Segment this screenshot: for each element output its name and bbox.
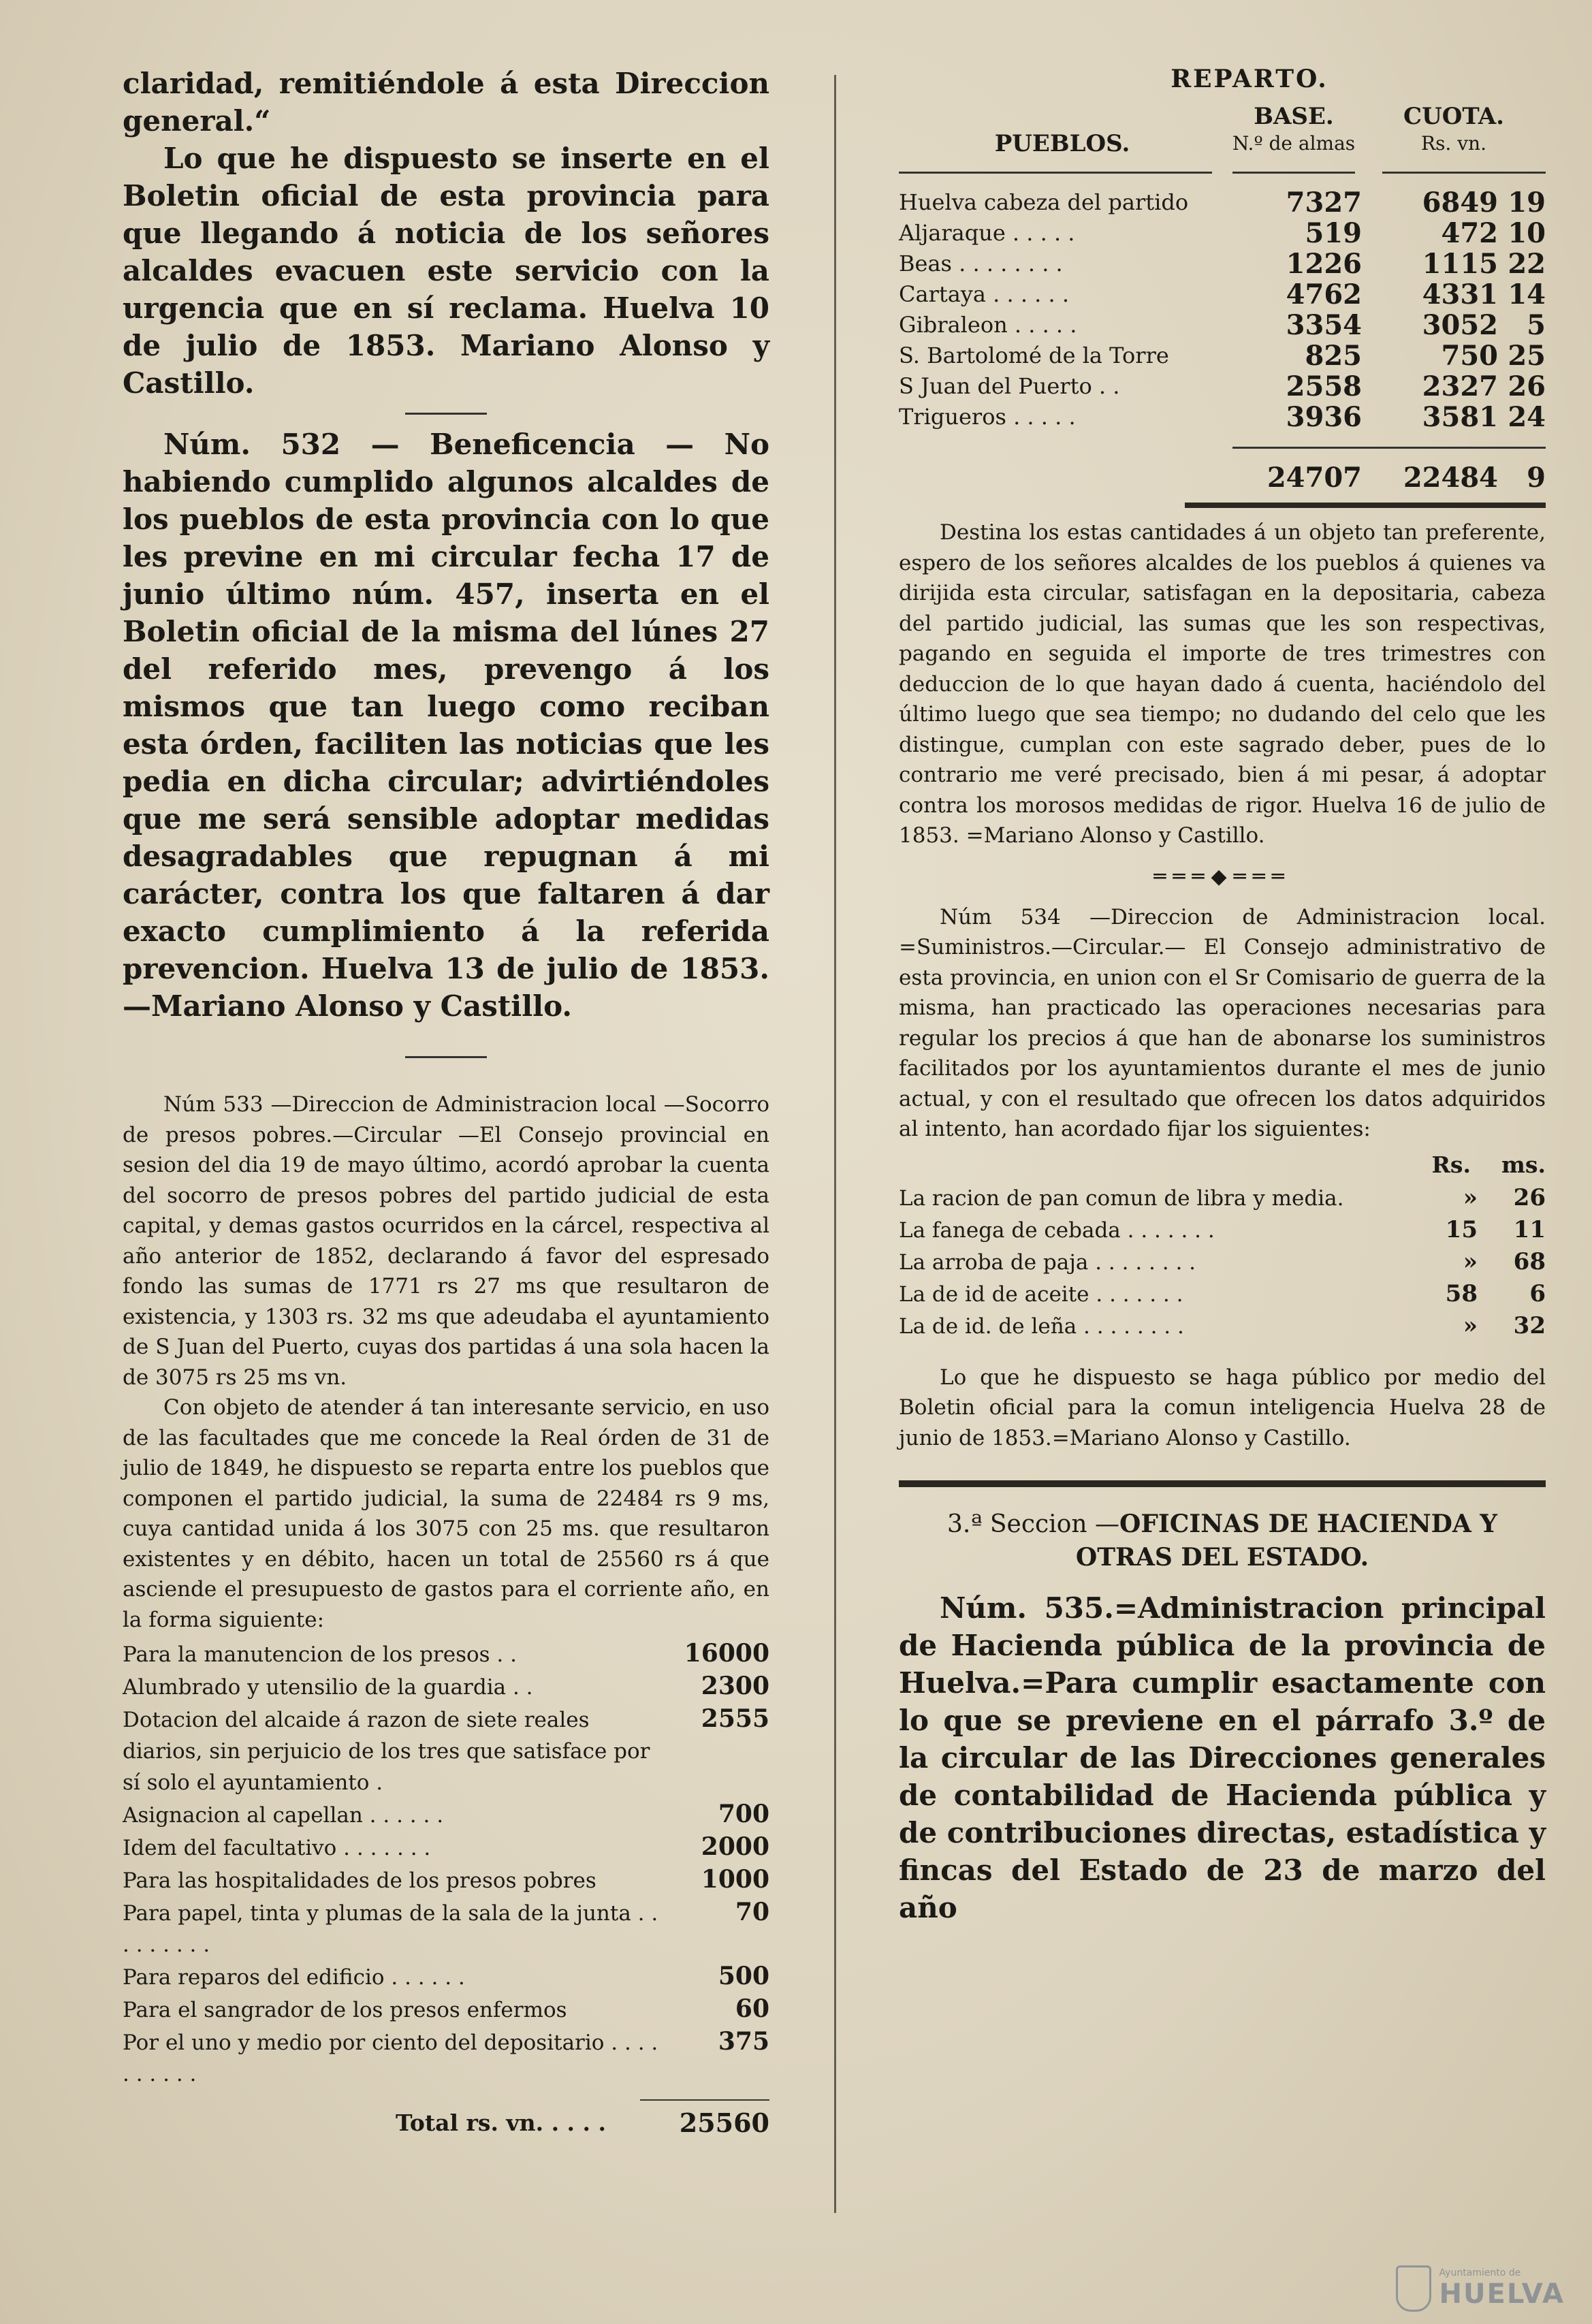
left-column bbox=[123, 65, 769, 2139]
paragraph-num-533: Núm 533 —Direccion de Administracion local —Socorro de presos pobres.—Circular —El Consejo provincial en sesion del dia 19 de mayo último, acordó aprobar la cuenta del socorro de presos pobres del partido judicial de esta capital, y demas gastos ocurridos en la cárcel, respectiva al año anterior de 1852, declarando á favor del espresado fondo las sumas de 1771 rs 27 ms que resultaron de existencia, y 1303 rs. 32 ms que adeudaba el ayuntamiento de S Juan del Puerto, cuyas dos partidas á una sola hacen la de 3075 rs 25 ms vn. bbox=[123, 1092, 769, 1390]
table-row: Gibraleon . . . . . 3354 3052 5 bbox=[899, 309, 1546, 341]
expense-row: Idem del facultativo . . . . . . . 2000 bbox=[123, 1832, 769, 1861]
paragraph-publication-order: Lo que he dispuesto se inserte en el Boletin oficial de esta provincia para que llegando á noticia de los señores alcaldes evacuen este servicio con la urgencia que en sí reclama. Huelva 10 de julio de 1853. Mariano Alonso y Castillo. bbox=[123, 142, 769, 400]
col-pueblos: PUEBLOS. bbox=[994, 130, 1130, 157]
expense-row: Para reparos del edificio . . . . . . 500 bbox=[123, 1962, 769, 1990]
table-bottom-rule bbox=[1185, 503, 1546, 508]
paragraph-reparto-instructions: Destina los estas cantidades á un objeto tan preferente, espero de los señores alcaldes de los pueblos á quienes va dirijida esta circular, satisfagan en la depositaria, cabeza del partido judicial, las sumas que les son respectivas, pagando en seguida el importe de tres trimestres con deduccion de lo que hayan dado á cuenta, haciéndolo del último luego que sea tiempo; no dudando del celo que les distingue, cumplan con este sagrado deber, pues de lo contrario me veré precisado, bien á mi pesar, á adoptar contra los morosos medidas de rigor. Huelva 16 de julio de 1853. =Mariano Alonso y Castillo. bbox=[899, 520, 1546, 848]
table-row: Beas . . . . . . . . 1226 1115 22 bbox=[899, 248, 1546, 280]
shield-icon bbox=[1396, 2265, 1431, 2312]
paragraph-continuation: claridad, remitiéndole á esta Direccion general.“ bbox=[123, 67, 769, 138]
paragraph-reparto-intro: Con objeto de atender á tan interesante servicio, en uso de las facultades que me concede la Real órden de 31 de julio de 1849, he dispuesto se reparta entre los pueblos que componen el partido judicial, la suma de 22484 rs 9 ms, cuya cantidad unida á los 3075 con 25 ms. que resultaron existentes y en débito, hacen un total de 25560 rs á que asciende el presupuesto de gastos para el corriente año, en la forma siguiente: bbox=[123, 1395, 769, 1632]
table-total-row: 24707 22484 9 bbox=[1267, 462, 1546, 494]
expense-row: Asignacion al capellan . . . . . . 700 bbox=[123, 1800, 769, 1828]
paragraph-num-534: Núm 534 —Direccion de Administracion local. =Suministros.—Circular.— El Consejo administrativo de esta provincia, en union con el Sr Comisario de guerra de la misma, han practicado las operaciones necesarias para regular los precios á que han de abonarse los suministros facilitados por los ayuntamientos durante el mes de junio actual, y con el resultado que ofrecen los datos adquiridos al intento, han acordado fijar los siguientes: bbox=[899, 904, 1546, 1141]
table-row: Huelva cabeza del partido 7327 6849 19 bbox=[899, 187, 1546, 219]
paragraph-num-535: Núm. 535.=Administracion principal de Hacienda pública de la provincia de Huelva.=Para cumplir esactamente con lo que se previene en el párrafo 3.º de la circular de las Direcciones generales de contabilidad de Hacienda pública y de contribuciones directas, estadística y fincas del Estado de 23 de marzo del año bbox=[899, 1591, 1546, 1924]
expense-row: Para las hospitalidades de los presos pobres 1000 bbox=[123, 1865, 769, 1894]
section-title: 3.ª Seccion —OFICINAS DE HACIENDA Y OTRAS DEL ESTADO. bbox=[947, 1510, 1497, 1572]
expense-list bbox=[123, 1638, 769, 2090]
reparto-table bbox=[899, 103, 1546, 493]
price-row: La arroba de paja . . . . . . . . » 68 bbox=[899, 1247, 1546, 1275]
expense-row: Para la manutencion de los presos . . 16000 bbox=[123, 1639, 769, 1668]
prices-header: Rs. ms. bbox=[1431, 1151, 1546, 1178]
right-column bbox=[899, 65, 1546, 1926]
expense-row: Para papel, tinta y plumas de la sala de la junta . . . . . . . . . 70 bbox=[123, 1898, 769, 1957]
price-row: La racion de pan comun de libra y media. » 26 bbox=[899, 1183, 1546, 1211]
total-rule bbox=[640, 2099, 769, 2101]
prices-list bbox=[899, 1182, 1546, 1342]
table-row: Cartaya . . . . . . 4762 4331 14 bbox=[899, 278, 1546, 311]
table-row: S Juan del Puerto . . 2558 2327 26 bbox=[899, 370, 1546, 402]
total-label: Total rs. vn. . . . . bbox=[396, 2110, 606, 2136]
huelva-watermark-logo: Ayuntamiento de HUELVA bbox=[1396, 2265, 1565, 2312]
separator bbox=[405, 1056, 487, 1058]
paragraph-prices-publication: Lo que he dispuesto se haga público por medio del Boletin oficial para la comun inteligencia Huelva 28 de junio de 1853.=Mariano Alonso y Castillo. bbox=[899, 1365, 1546, 1450]
table-row: Trigueros . . . . . 3936 3581 24 bbox=[899, 401, 1546, 433]
price-row: La de id. de leña . . . . . . . . » 32 bbox=[899, 1311, 1546, 1339]
table-row: S. Bartolomé de la Torre 825 750 25 bbox=[899, 340, 1546, 372]
column-divider bbox=[834, 75, 836, 2213]
expense-row: Alumbrado y utensilio de la guardia . . 2300 bbox=[123, 1672, 769, 1700]
reparto-title: REPARTO. bbox=[1171, 65, 1328, 93]
total-amount: 25560 bbox=[679, 2107, 769, 2138]
price-row: La de id de aceite . . . . . . . 58 6 bbox=[899, 1279, 1546, 1307]
expense-row: Para el sangrador de los presos enfermos 60 bbox=[123, 1994, 769, 2023]
table-row: Aljaraque . . . . . 519 472 10 bbox=[899, 217, 1546, 249]
separator bbox=[405, 413, 487, 415]
col-base: BASE. N.º de almas bbox=[1232, 103, 1356, 155]
expense-total bbox=[123, 2107, 769, 2139]
expense-row: Por el uno y medio por ciento del depositario . . . . . . . . . . 375 bbox=[123, 2027, 769, 2086]
col-cuota: CUOTA. Rs. vn. bbox=[1403, 103, 1504, 155]
expense-row: Dotacion del alcaide á razon de siete reales diarios, sin perjuicio de los tres que satisface por sí solo el ayuntamiento . 2555 bbox=[123, 1704, 769, 1795]
paragraph-num-532: Núm. 532 — Beneficencia — No habiendo cumplido algunos alcaldes de los pueblos de esta provincia con lo que les previne en mi circular fecha 17 de junio último núm. 457, inserta en el Boletin oficial de la misma del lúnes 27 del referido mes, prevengo á los mismos que tan luego como reciban esta órden, faciliten las noticias que les pedia en dicha circular; advirtiéndoles que me será sensible adoptar medidas desagradables que repugnan á mi carácter, contra los que faltaren á dar exacto cumplimiento á la referida prevencion. Huelva 13 de julio de 1853.—Mariano Alonso y Castillo. bbox=[123, 428, 769, 1023]
section-rule bbox=[899, 1480, 1546, 1487]
price-row: La fanega de cebada . . . . . . . 15 11 bbox=[899, 1215, 1546, 1243]
ornament-separator: ═══◆═══ bbox=[1153, 864, 1291, 889]
